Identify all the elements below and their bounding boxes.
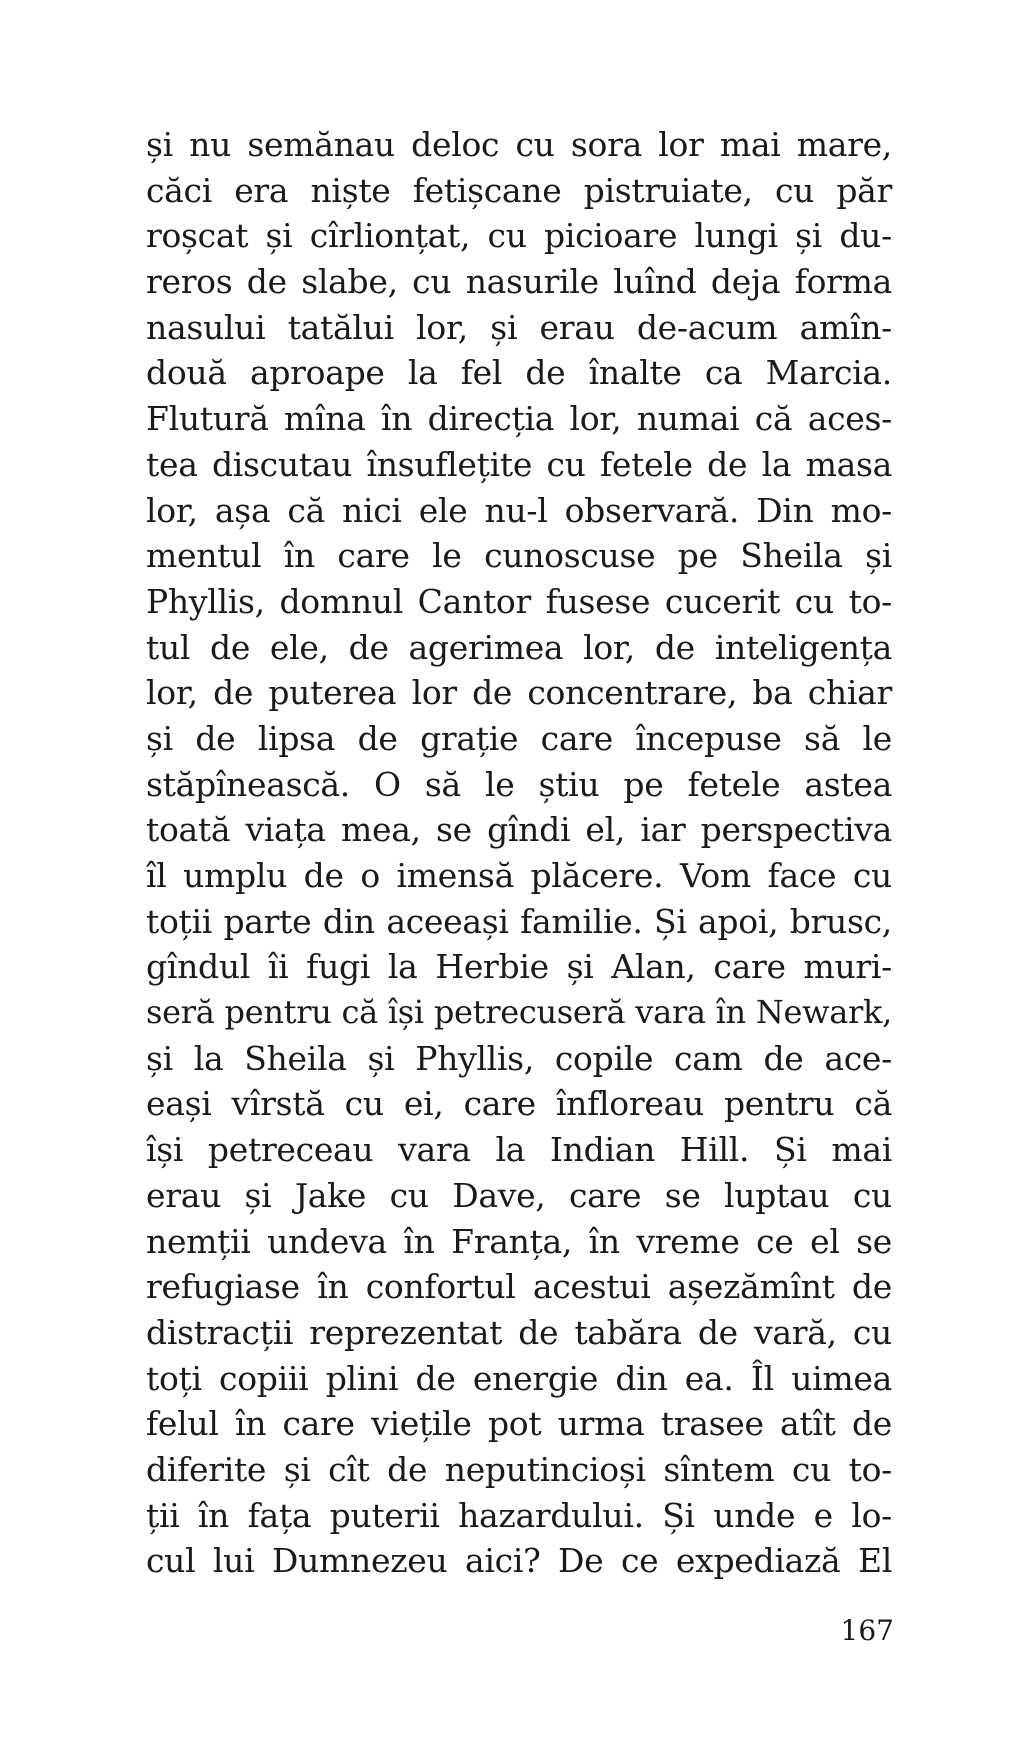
text-line: refugiase în confortul acestui așezămînt de — [146, 1267, 892, 1307]
text-line: căci era niște fetișcane pistruiate, cu păr — [146, 170, 892, 210]
text-line: mentul în care le cunoscuse pe Sheila și — [146, 536, 892, 576]
text-line: și nu semănau deloc cu sora lor mai mare, — [146, 125, 892, 164]
text-line: Flutură mîna în direcția lor, numai că aces- — [146, 399, 892, 439]
text-line: seră pentru că își petrecuseră vara în Newark, — [146, 993, 892, 1032]
text-line: două aproape la fel de înalte ca Marcia. — [146, 353, 892, 393]
text-line: lor, așa că nici ele nu-l observară. Din mo- — [146, 490, 892, 530]
text-line: felul în care viețile pot urma trasee atît de — [146, 1404, 892, 1444]
text-line: gîndul îi fugi la Herbie și Alan, care muri- — [146, 947, 892, 987]
text-line: nemții undeva în Franța, în vreme ce el se — [146, 1221, 892, 1261]
text-line: erau și Jake cu Dave, care se luptau cu — [146, 1175, 892, 1215]
text-line: diferite și cît de neputincioși sîntem cu to- — [146, 1449, 892, 1489]
body-text — [146, 122, 892, 1584]
text-line: toții parte din aceeași familie. Și apoi, brusc, — [146, 901, 892, 941]
text-line: și la Sheila și Phyllis, copile cam de ace- — [146, 1038, 892, 1078]
text-line: eași vîrstă cu ei, care înfloreau pentru că — [146, 1084, 892, 1124]
text-line: Phyllis, domnul Cantor fusese cucerit cu to- — [146, 581, 892, 621]
text-line: și de lipsa de grație care începuse să le — [146, 718, 892, 758]
text-line: își petreceau vara la Indian Hill. Și mai — [146, 1130, 892, 1170]
text-line: reros de slabe, cu nasurile luînd deja forma — [146, 262, 892, 302]
text-line: nasului tatălui lor, și erau de-acum amîn- — [146, 307, 892, 347]
text-line: distracții reprezentat de tabăra de vară, cu — [146, 1312, 892, 1352]
text-line: toți copiii plini de energie din ea. Îl uimea — [146, 1358, 892, 1398]
text-line: tea discutau însuflețite cu fetele de la masa — [146, 444, 892, 484]
text-line: toată viața mea, se gîndi el, iar perspectiva — [146, 810, 892, 850]
text-line: roșcat și cîrlionțat, cu picioare lungi și du- — [146, 216, 892, 256]
text-line: cul lui Dumnezeu aici? De ce expediază El — [146, 1541, 892, 1581]
text-line: tul de ele, de agerimea lor, de inteligența — [146, 627, 892, 667]
text-line: stăpînească. O să le știu pe fetele astea — [146, 764, 892, 804]
page-number: 167 — [840, 1614, 894, 1647]
text-line: îl umplu de o imensă plăcere. Vom face cu — [146, 856, 892, 895]
text-line: ții în fața puterii hazardului. Și unde e lo- — [146, 1495, 892, 1535]
text-line: lor, de puterea lor de concentrare, ba chiar — [146, 673, 892, 713]
